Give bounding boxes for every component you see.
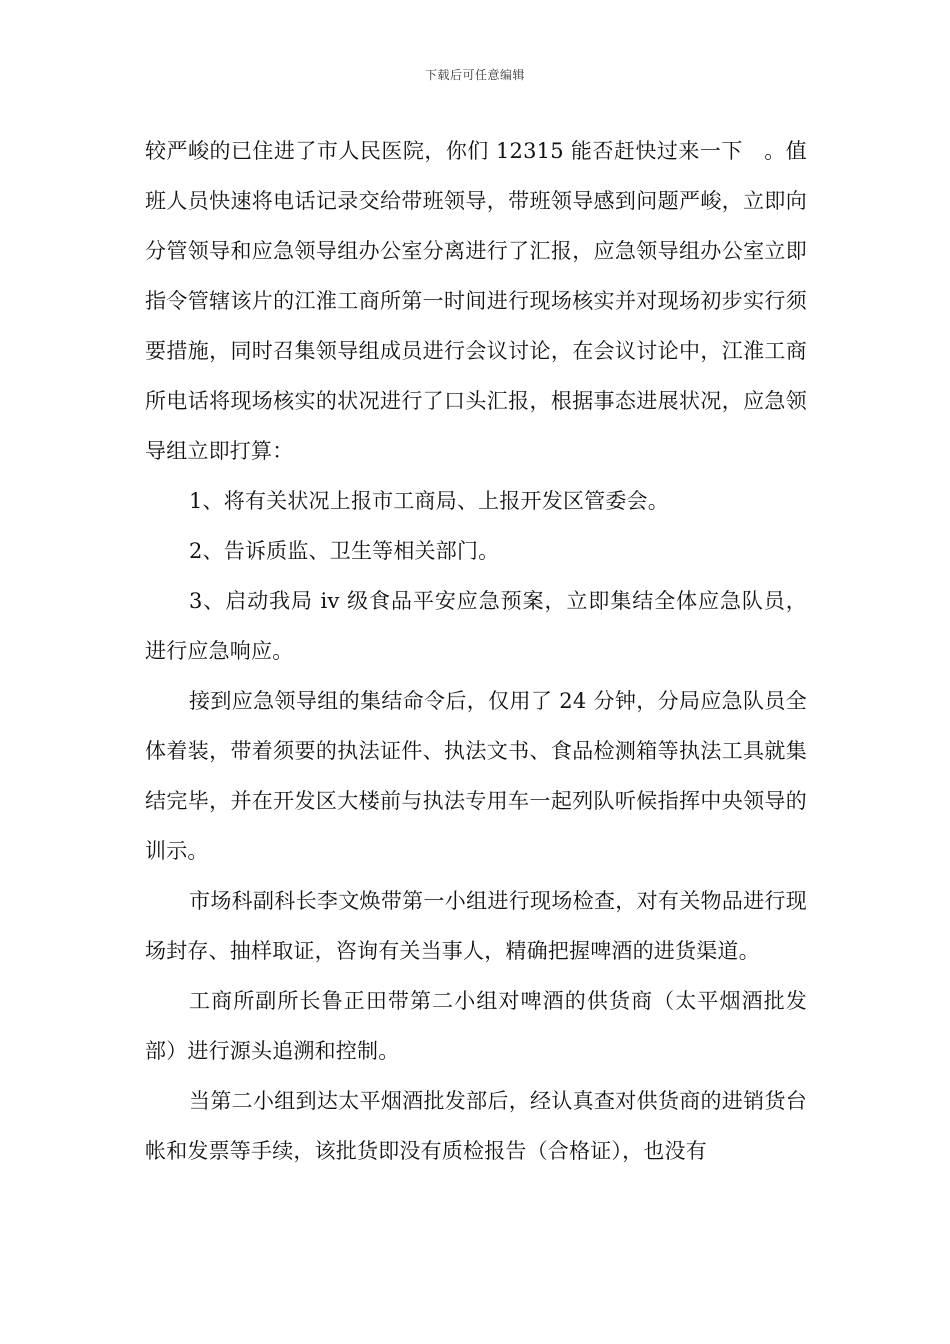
header-note: 下载后可任意编辑 [424, 68, 525, 82]
paragraph-supplier-check: 当第二小组到达太平烟酒批发部后，经认真查对供货商的进销货台帐和发票等手续，该批货即没有质检报告（合格证），也没有 [145, 1089, 807, 1163]
list-item-1: 1、将有关状况上报市工商局、上报开发区管委会。 [189, 489, 669, 513]
document-body [145, 126, 807, 1176]
list-item-2: 2、告诉质监、卫生等相关部门。 [189, 539, 500, 563]
paragraph-assembly: 接到应急领导组的集结命令后，仅用了 24 分钟，分局应急队员全体着装，带着须要的执法证件、执法文书、食品检测箱等执法工具就集结完毕，并在开发区大楼前与执法专用车一起列队听候指挥中央领导的训示。 [145, 689, 807, 863]
paragraph-continuation: 较严峻的已住进了市人民医院，你们 12315 能否赶快过来一下 。值班人员快速将电话记录交给带班领导，带班领导感到问题严峻，立即向分管领导和应急领导组办公室分离进行了汇报，应急领导组办公室立即指令管辖该片的江淮工商所第一时间进行现场核实并对现场初步实行须要措施，同时召集领导组成员进行会议讨论，在会议讨论中，江淮工商所电话将现场核实的状况进行了口头汇报，根据事态进展状况，应急领导组立即打算： [145, 139, 807, 463]
paragraph-group-two: 工商所副所长鲁正田带第二小组对啤酒的供货商（太平烟酒批发部）进行源头追溯和控制。 [145, 989, 807, 1063]
list-item-3: 3、启动我局 iv 级食品平安应急预案，立即集结全体应急队员，进行应急响应。 [145, 589, 807, 663]
paragraph-group-one: 市场科副科长李文焕带第一小组进行现场检查，对有关物品进行现场封存、抽样取证，咨询有关当事人，精确把握啤酒的进货渠道。 [145, 889, 807, 963]
